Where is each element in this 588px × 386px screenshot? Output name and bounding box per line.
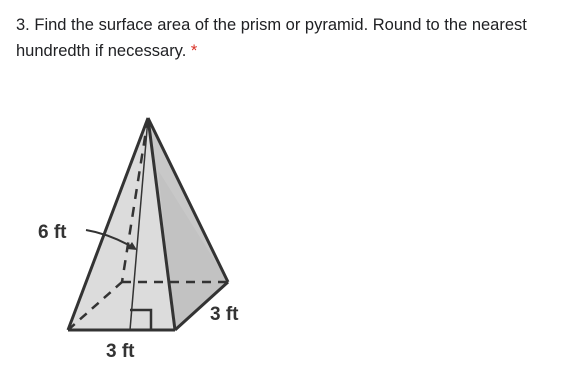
question-text: Find the surface area of the prism or pyramid. Round to the nearest hundredth if necessary.: [16, 16, 527, 60]
base-side-label: 3 ft: [210, 304, 239, 325]
question-number: 3.: [16, 16, 30, 34]
pyramid-diagram: [30, 110, 270, 370]
required-asterisk: *: [190, 42, 198, 60]
slant-height-label: 6 ft: [38, 222, 67, 243]
question-title: [16, 12, 581, 64]
base-front-label: 3 ft: [106, 341, 135, 362]
question-figure: [30, 110, 270, 375]
